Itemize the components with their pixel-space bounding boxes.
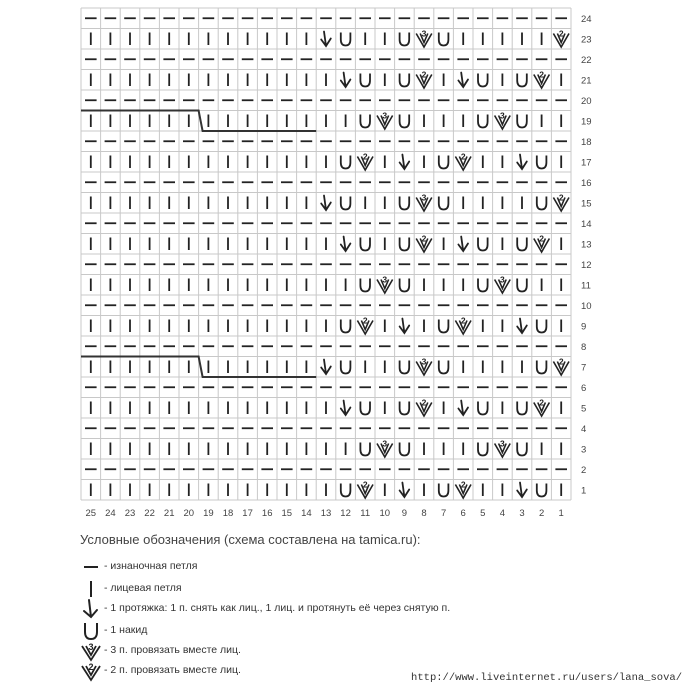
column-number-label: 14 xyxy=(301,508,312,519)
k3tog-number: 3 xyxy=(500,110,505,121)
k2tog-number: 2 xyxy=(421,233,427,244)
yarn-over-stitch xyxy=(439,320,449,333)
column-number-label: 10 xyxy=(379,508,391,519)
k2tog-number: 2 xyxy=(460,479,466,490)
yarn-over-stitch xyxy=(517,443,527,456)
column-number-label: 9 xyxy=(401,508,408,519)
yarn-over-stitch xyxy=(360,74,370,87)
row-number-label: 11 xyxy=(581,280,591,292)
yarn-over-stitch xyxy=(439,33,449,46)
k3tog-icon xyxy=(80,640,102,662)
legend-text-k3tog: - 3 п. провязать вместе лиц. xyxy=(104,644,241,656)
column-number-label: 15 xyxy=(281,508,293,519)
k2tog-number: 2 xyxy=(558,28,564,39)
legend-title: Условные обозначения (схема составлена на tamica.ru): xyxy=(80,532,421,547)
row-number-label: 1 xyxy=(581,485,587,497)
legend-item-knit xyxy=(80,578,600,600)
row-number-label: 22 xyxy=(581,54,592,66)
k2tog-number: 2 xyxy=(421,397,427,408)
legend-item-purl xyxy=(80,556,600,578)
column-number-label: 4 xyxy=(499,508,506,519)
svg-text:3: 3 xyxy=(88,642,94,652)
column-number-label: 21 xyxy=(163,508,175,519)
yarn-over-stitch xyxy=(341,156,351,169)
legend-item-yo xyxy=(80,620,600,642)
source-url: http://www.liveinternet.ru/users/lana_sova/ xyxy=(411,672,682,684)
yarn-over-stitch xyxy=(537,197,547,210)
k3tog-number: 3 xyxy=(382,274,388,285)
column-number-label: 25 xyxy=(85,508,97,519)
row-number-label: 12 xyxy=(581,259,592,271)
yarn-over-icon xyxy=(80,620,102,642)
row-number-label: 3 xyxy=(581,444,587,456)
row-number-label: 14 xyxy=(581,218,592,230)
yarn-over-stitch xyxy=(478,443,488,456)
column-number-label: 20 xyxy=(183,508,195,519)
column-number-label: 24 xyxy=(105,508,116,519)
yarn-over-stitch xyxy=(400,279,410,292)
ssk-stitch xyxy=(517,319,527,334)
k2tog-number: 2 xyxy=(460,151,466,162)
k3tog-number: 3 xyxy=(500,274,505,285)
yarn-over-stitch xyxy=(478,238,488,251)
column-number-label: 1 xyxy=(558,508,564,519)
column-number-label: 13 xyxy=(320,508,332,519)
column-number-label: 5 xyxy=(480,508,486,519)
yarn-over-stitch xyxy=(517,238,527,251)
row-number-label: 4 xyxy=(581,423,587,435)
yarn-over-stitch xyxy=(400,443,410,456)
column-number-label: 7 xyxy=(440,508,447,519)
row-number-label: 17 xyxy=(581,157,592,169)
down-arrow-icon xyxy=(80,598,102,620)
row-number-label: 18 xyxy=(581,136,592,148)
k2tog-number: 2 xyxy=(362,151,368,162)
yarn-over-stitch xyxy=(478,279,488,292)
k3tog-number: 3 xyxy=(421,28,427,39)
row-number-label: 16 xyxy=(581,177,592,189)
yarn-over-stitch xyxy=(400,361,410,374)
yarn-over-stitch xyxy=(439,484,449,497)
yarn-over-stitch xyxy=(400,197,410,210)
yarn-over-stitch xyxy=(360,443,370,456)
ssk-stitch xyxy=(458,73,468,88)
yarn-over-stitch xyxy=(537,361,547,374)
yarn-over-stitch xyxy=(341,33,351,46)
column-number-label: 22 xyxy=(144,508,155,519)
ssk-stitch xyxy=(400,483,410,498)
legend-item-arrow xyxy=(80,598,600,620)
yarn-over-stitch xyxy=(400,238,410,251)
ssk-stitch xyxy=(321,32,331,47)
legend-item-k3tog xyxy=(80,640,600,662)
row-number-label: 10 xyxy=(581,300,592,312)
legend-text-purl: - изнаночная петля xyxy=(104,560,198,572)
yarn-over-stitch xyxy=(341,484,351,497)
k2tog-icon xyxy=(80,660,102,682)
column-number-label: 19 xyxy=(203,508,214,519)
yarn-over-stitch xyxy=(360,115,370,128)
legend-text-arrow: - 1 протяжка: 1 п. снять как лиц., 1 лиц. и протянуть её через снятую п. xyxy=(104,602,451,614)
ssk-stitch xyxy=(341,237,351,252)
yarn-over-stitch xyxy=(478,74,488,87)
k3tog-number: 3 xyxy=(500,438,505,449)
yarn-over-stitch xyxy=(517,402,527,415)
column-number-label: 8 xyxy=(421,508,427,519)
yarn-over-stitch xyxy=(360,238,370,251)
column-number-label: 16 xyxy=(261,508,273,519)
ssk-stitch xyxy=(400,319,410,334)
row-number-label: 21 xyxy=(581,75,592,87)
k2tog-number: 2 xyxy=(558,192,564,203)
column-number-label: 3 xyxy=(519,508,525,519)
row-number-label: 5 xyxy=(581,403,587,415)
legend-text-knit: - лицевая петля xyxy=(104,582,182,594)
column-number-label: 11 xyxy=(360,508,371,519)
yarn-over-stitch xyxy=(439,197,449,210)
yarn-over-stitch xyxy=(537,156,547,169)
k2tog-number: 2 xyxy=(362,315,368,326)
k2tog-number: 2 xyxy=(460,315,466,326)
yarn-over-stitch xyxy=(537,484,547,497)
ssk-stitch xyxy=(321,196,331,211)
k2tog-number: 2 xyxy=(362,479,368,490)
k2tog-number: 2 xyxy=(558,356,564,367)
ssk-stitch xyxy=(517,483,527,498)
yarn-over-stitch xyxy=(537,320,547,333)
svg-text:2: 2 xyxy=(88,662,94,672)
purl-symbol-icon xyxy=(80,556,102,578)
yarn-over-stitch xyxy=(360,279,370,292)
row-number-label: 13 xyxy=(581,239,592,251)
ssk-stitch xyxy=(341,401,351,416)
k2tog-number: 2 xyxy=(539,397,544,408)
k3tog-number: 3 xyxy=(382,438,388,449)
k3tog-number: 3 xyxy=(421,356,427,367)
k2tog-number: 2 xyxy=(539,233,544,244)
yarn-over-stitch xyxy=(400,402,410,415)
yarn-over-stitch xyxy=(478,115,488,128)
column-number-label: 18 xyxy=(222,508,234,519)
yarn-over-stitch xyxy=(517,279,527,292)
yarn-over-stitch xyxy=(400,33,410,46)
column-number-label: 12 xyxy=(340,508,351,519)
ssk-stitch xyxy=(458,401,468,416)
yarn-over-stitch xyxy=(341,361,351,374)
ssk-stitch xyxy=(341,73,351,88)
yarn-over-stitch xyxy=(478,402,488,415)
row-number-label: 20 xyxy=(581,95,592,107)
yarn-over-stitch xyxy=(439,361,449,374)
row-number-label: 9 xyxy=(581,321,587,333)
row-number-label: 23 xyxy=(581,34,592,46)
column-number-label: 23 xyxy=(124,508,136,519)
k2tog-number: 2 xyxy=(539,69,544,80)
row-number-label: 19 xyxy=(581,116,592,128)
k3tog-number: 3 xyxy=(382,110,388,121)
yarn-over-stitch xyxy=(341,197,351,210)
legend-text-k2tog: - 2 п. провязать вместе лиц. xyxy=(104,664,241,676)
yarn-over-stitch xyxy=(517,115,527,128)
column-number-label: 6 xyxy=(460,508,466,519)
column-number-label: 17 xyxy=(242,508,253,519)
ssk-stitch xyxy=(517,155,527,170)
row-number-label: 15 xyxy=(581,198,592,210)
column-number-label: 2 xyxy=(538,508,545,519)
knit-symbol-icon xyxy=(80,578,102,600)
row-number-label: 24 xyxy=(581,13,592,25)
legend-text-yo: - 1 накид xyxy=(104,624,148,636)
k3tog-number: 3 xyxy=(421,192,427,203)
yarn-over-stitch xyxy=(517,74,527,87)
row-number-label: 2 xyxy=(581,464,587,476)
row-number-label: 8 xyxy=(581,341,587,353)
yarn-over-stitch xyxy=(400,74,410,87)
row-number-label: 6 xyxy=(581,382,587,394)
yarn-over-stitch xyxy=(400,115,410,128)
ssk-stitch xyxy=(321,360,331,375)
yarn-over-stitch xyxy=(439,156,449,169)
ssk-stitch xyxy=(458,237,468,252)
yarn-over-stitch xyxy=(341,320,351,333)
yarn-over-stitch xyxy=(360,402,370,415)
k2tog-number: 2 xyxy=(421,69,427,80)
ssk-stitch xyxy=(400,155,410,170)
row-number-label: 7 xyxy=(581,362,587,374)
